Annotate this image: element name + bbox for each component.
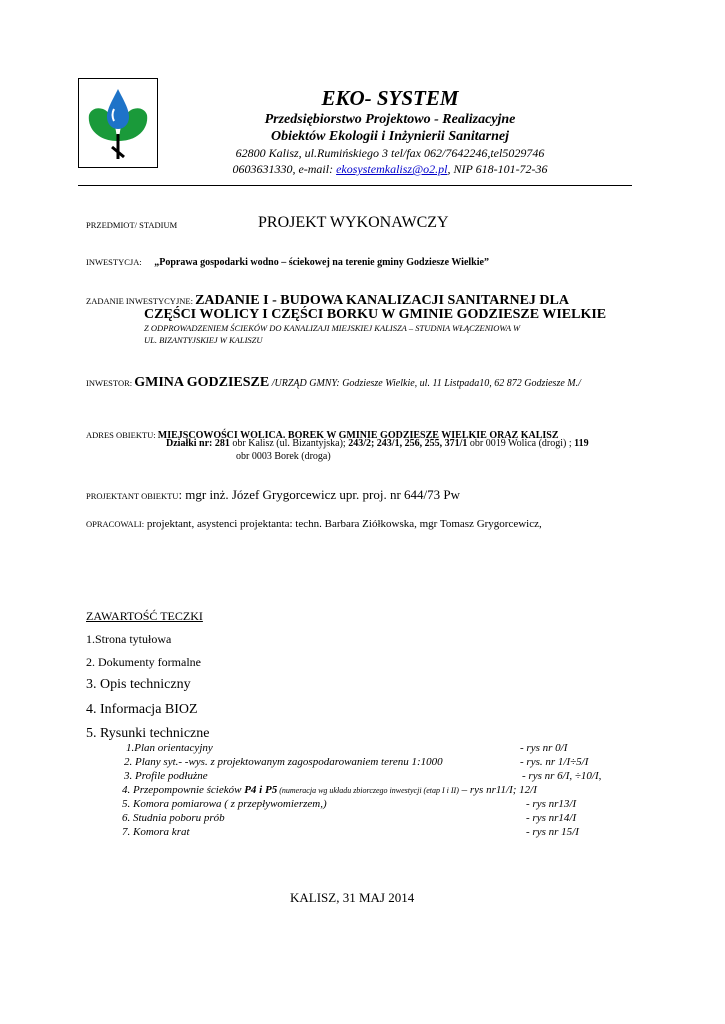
zadanie-line1: ZADANIE I - BUDOWA KANALIZACJI SANITARNEJ DLA — [195, 293, 569, 308]
rysunek-ref: - rys nr 0/I — [520, 742, 568, 754]
rysunek-ref: - rys nr 15/I — [526, 826, 579, 838]
zawartosc-item-5: 5. Rysunki techniczne — [86, 726, 210, 741]
place-date: KALISZ, 31 MAJ 2014 — [290, 890, 415, 905]
company-contact — [160, 162, 620, 177]
zawartosc-item-4: 4. Informacja BIOZ — [86, 702, 198, 717]
rysunek-row: 2. Plany syt.- -wys. z projektowanym zagospodarowaniem terenu 1:1000 — [124, 756, 443, 768]
opracowali-row — [86, 514, 542, 532]
rysunek-row — [122, 784, 537, 796]
projektant-row — [86, 486, 460, 504]
adres-line3: obr 0003 Borek (droga) — [236, 451, 331, 462]
projektant-value: : mgr inż. Józef Grygorcewicz upr. proj. nr 644/73 Pw — [178, 487, 461, 502]
inwestycja-value: „Poprawa gospodarki wodno – ściekowej na terenie gminy Godziesze Wielkie” — [154, 257, 489, 268]
zawartosc-item-1: 1.Strona tytułowa — [86, 632, 172, 646]
adres-wolica-dzialki: 243/2; 243/1, 256, 255, 371/1 — [348, 438, 468, 449]
rysunek-label-b: P4 i P5 — [244, 784, 278, 796]
przedmiot-value: PROJEKT WYKONAWCZY — [258, 214, 449, 231]
adres-wolica: obr 0019 Wolica (drogi) ; — [467, 438, 575, 449]
rysunek-ref: - rys nr 6/I, ÷10/I, — [522, 770, 602, 782]
company-subtitle-1: Przedsiębiorstwo Projektowo - Realizacyjne — [264, 112, 516, 127]
adres-kalisz: obr Kalisz (ul. Bizantyjska); — [229, 438, 349, 449]
water-drop-leaves-logo-icon — [79, 79, 157, 167]
zadanie-line2: CZĘŚCI WOLICY I CZĘŚCI BORKU W GMINIE GODZIESZE WIELKIE — [144, 307, 607, 322]
adres-borek-dzialka: 119 — [574, 438, 589, 449]
inwestor-row — [86, 373, 581, 391]
zawartosc-title: ZAWARTOŚĆ TECZKI — [86, 609, 203, 623]
rysunek-label-a: 4. Przepompownie ścieków — [122, 784, 245, 796]
inwestor-detail: /URZĄD GMNY: Godziesze Wielkie, ul. 11 Listpada10, 62 872 Godziesze M./ — [269, 378, 581, 389]
rysunek-row: 5. Komora pomiarowa ( z przepływomierzem,) — [122, 798, 327, 810]
zadanie-note1: Z ODPROWADZENIEM ŚCIEKÓW DO KANALIZAJI MIEJSKIEJ KALISZA – STUDNIA WŁĄCZENIOWA W — [144, 323, 521, 333]
zawartosc-item-3: 3. Opis techniczny — [86, 677, 191, 692]
company-subtitle-2: Obiektów Ekologii i Inżynierii Sanitarnej — [270, 129, 510, 144]
adres-line1: MIEJSCOWOŚCI WOLICA. BOREK W GMINIE GODZIESZE WIELKIE ORAZ KALISZ — [157, 430, 559, 441]
rysunek-label-c: (numeracja wg układu zbiorczego inwestycji (etap I i II) — [277, 786, 459, 795]
inwestycja-label: INWESTYCJA: — [86, 257, 142, 267]
inwestor-label: INWESTOR: — [86, 378, 135, 388]
rysunek-ref: – rys nr11/I; 12/I — [458, 784, 537, 796]
company-name: EKO- SYSTEM — [321, 86, 459, 110]
zawartosc-item-2: 2. Dokumenty formalne — [86, 655, 201, 669]
opracowali-label: OPRACOWALI: — [86, 519, 145, 529]
przedmiot-label: PRZEDMIOT/ STADIUM — [86, 220, 178, 230]
rysunek-row: 1.Plan orientacyjny — [126, 742, 213, 754]
rysunek-row: 6. Studnia poboru prób — [122, 812, 225, 824]
rysunek-row: 7. Komora krat — [122, 826, 190, 838]
rysunek-row: 3. Profile podłużne — [124, 770, 208, 782]
inwestycja-row — [86, 257, 489, 268]
company-address: 62800 Kalisz, ul.Rumińskiego 3 tel/fax 062/7642246,tel5029746 — [235, 146, 545, 160]
zadanie-note2: UL. BIZANTYJSKIEJ W KALISZU — [144, 335, 263, 345]
rysunek-ref: - rys. nr 1/I÷5/I — [520, 756, 589, 768]
projektant-label: PROJEKTANT OBIEKTU — [86, 491, 179, 501]
header-divider — [78, 185, 632, 186]
rysunek-ref: - rys nr13/I — [526, 798, 577, 810]
zadanie-label: ZADANIE INWESTYCYJNE: — [86, 296, 196, 306]
adres-dzialki-label: Działki nr: 281 — [166, 438, 230, 449]
nip-text: , NIP 618-101-72-36 — [447, 162, 548, 176]
email-link[interactable]: ekosystemkalisz@o2.pl — [336, 162, 448, 176]
inwestor-name: GMINA GODZIESZE — [134, 375, 270, 390]
phone-text: 0603631330, e-mail: — [232, 162, 337, 176]
company-logo — [78, 78, 158, 168]
adres-line2 — [166, 438, 589, 449]
opracowali-value: projektant, asystenci projektanta: techn. Barbara Ziółkowska, mgr Tomasz Grygorcewicz, — [144, 518, 542, 530]
adres-label: ADRES OBIEKTU: — [86, 430, 158, 440]
rysunek-ref: - rys nr14/I — [526, 812, 577, 824]
